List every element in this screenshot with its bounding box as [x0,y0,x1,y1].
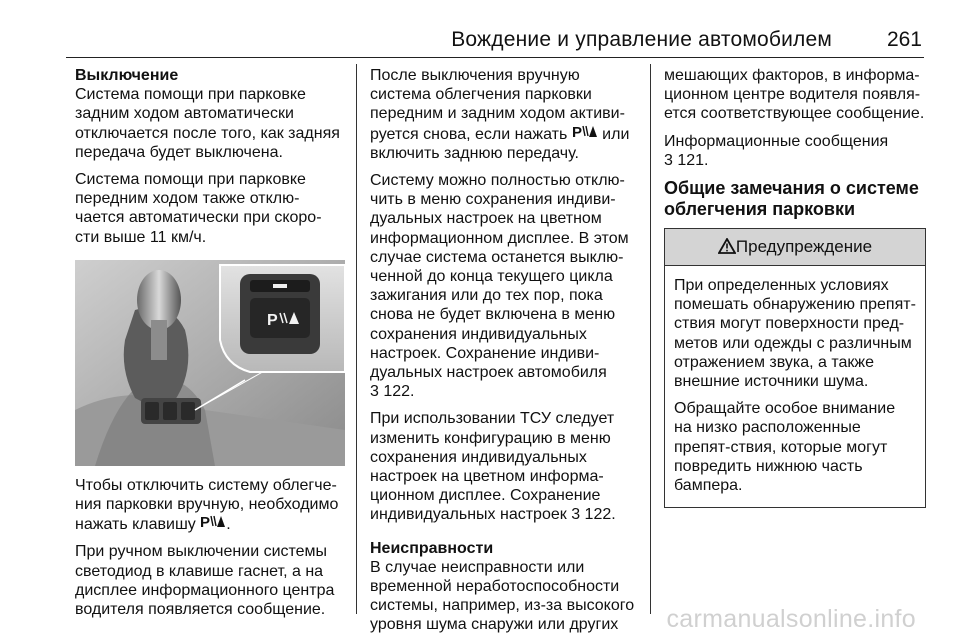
parking-assist-icon [200,514,226,534]
warning-body [665,266,925,507]
section-heading-faults: Неисправности [370,539,494,557]
parking-button-label: P [267,311,278,329]
paragraph-info-messages: Информационные сообщения 3 121. [664,132,889,169]
column-divider-1 [356,64,357,614]
svg-text:P: P [571,123,582,139]
warning-paragraph: Обращайте особое внимание на низко расположенные препят-ствия, которые могут повредить нижнюю часть бампера. [674,400,896,495]
section-heading-general: Общие замечания о системе облегчения парковки [664,178,919,220]
svg-text:P: P [200,514,211,530]
watermark: carmanualsonline.info [666,605,916,633]
warning-title: Предупреждение [735,237,873,257]
page-title: Вождение и управление автомобилем [451,28,832,51]
page-header [0,0,960,60]
paragraph-manual-off: Чтобы отключить систему облегче-ния парковки вручную, необходимо нажать клавишу P . [75,476,339,534]
warning-paragraph: При определенных условиях помешать обнаружению препят-ствия могут поверхности пред-метов или одежды с различным отражением звука, а также внешние источники шума. [674,277,916,391]
warning-box [664,228,926,508]
paragraph: При ручном выключении системы светодиод в клавише гаснет, а на дисплее информационного центра водителя появляется сообщение. [75,543,335,619]
column-1 [75,66,345,627]
paragraph: В случае неисправности или временной неработоспособности системы, например, из-за высокого уровня шума снаружи или других [370,558,635,634]
console-photo [75,260,345,466]
paragraph-personalization: Систему можно полностью отклю-чить в меню сохранения индиви-дуальных настроек на цветном информационном дисплее. В этом случае система останется выклю-ченной до конца текущего цикла зажигания или до тех пор, пока снова не будет включена в меню сохранения индивидуальных настроек. Сохранение индиви-дуальных настроек автомобиля 3 122. [370,172,629,401]
warning-triangle-icon [718,229,736,265]
warning-header [665,229,925,266]
header-divider [66,57,924,58]
paragraph-reactivate: После выключения вручную система облегчения парковки передним и задним ходом активи-руется снова, если нажать P или включить заднюю передачу. [370,67,630,162]
section-heading-off: Выключение [75,67,179,84]
paragraph: Система помощи при парковке задним ходом автоматически отключается после того, как задняя передача будет выключена. [75,86,340,161]
page-number: 261 [886,28,922,51]
column-divider-2 [650,64,651,614]
page-reference: 3 121. [664,151,709,169]
page-reference: 3 122. [370,383,415,401]
paragraph: Система помощи при парковке передним ходом также отклю-чается автоматически при скоро-сти выше 11 км/ч. [75,171,322,246]
paragraph: При использовании ТСУ следует изменить конфигурацию в меню сохранения индивидуальных настроек на цветном информа-ционном дисплее. Сохранение индивидуальных настроек 3 122. [370,410,616,524]
column-3 [664,66,926,508]
paragraph: мешающих факторов, в информа-ционном центре водителя появля-ется соответствующее сообщение. [664,67,925,123]
column-2 [370,66,640,643]
parking-assist-icon [572,124,598,144]
